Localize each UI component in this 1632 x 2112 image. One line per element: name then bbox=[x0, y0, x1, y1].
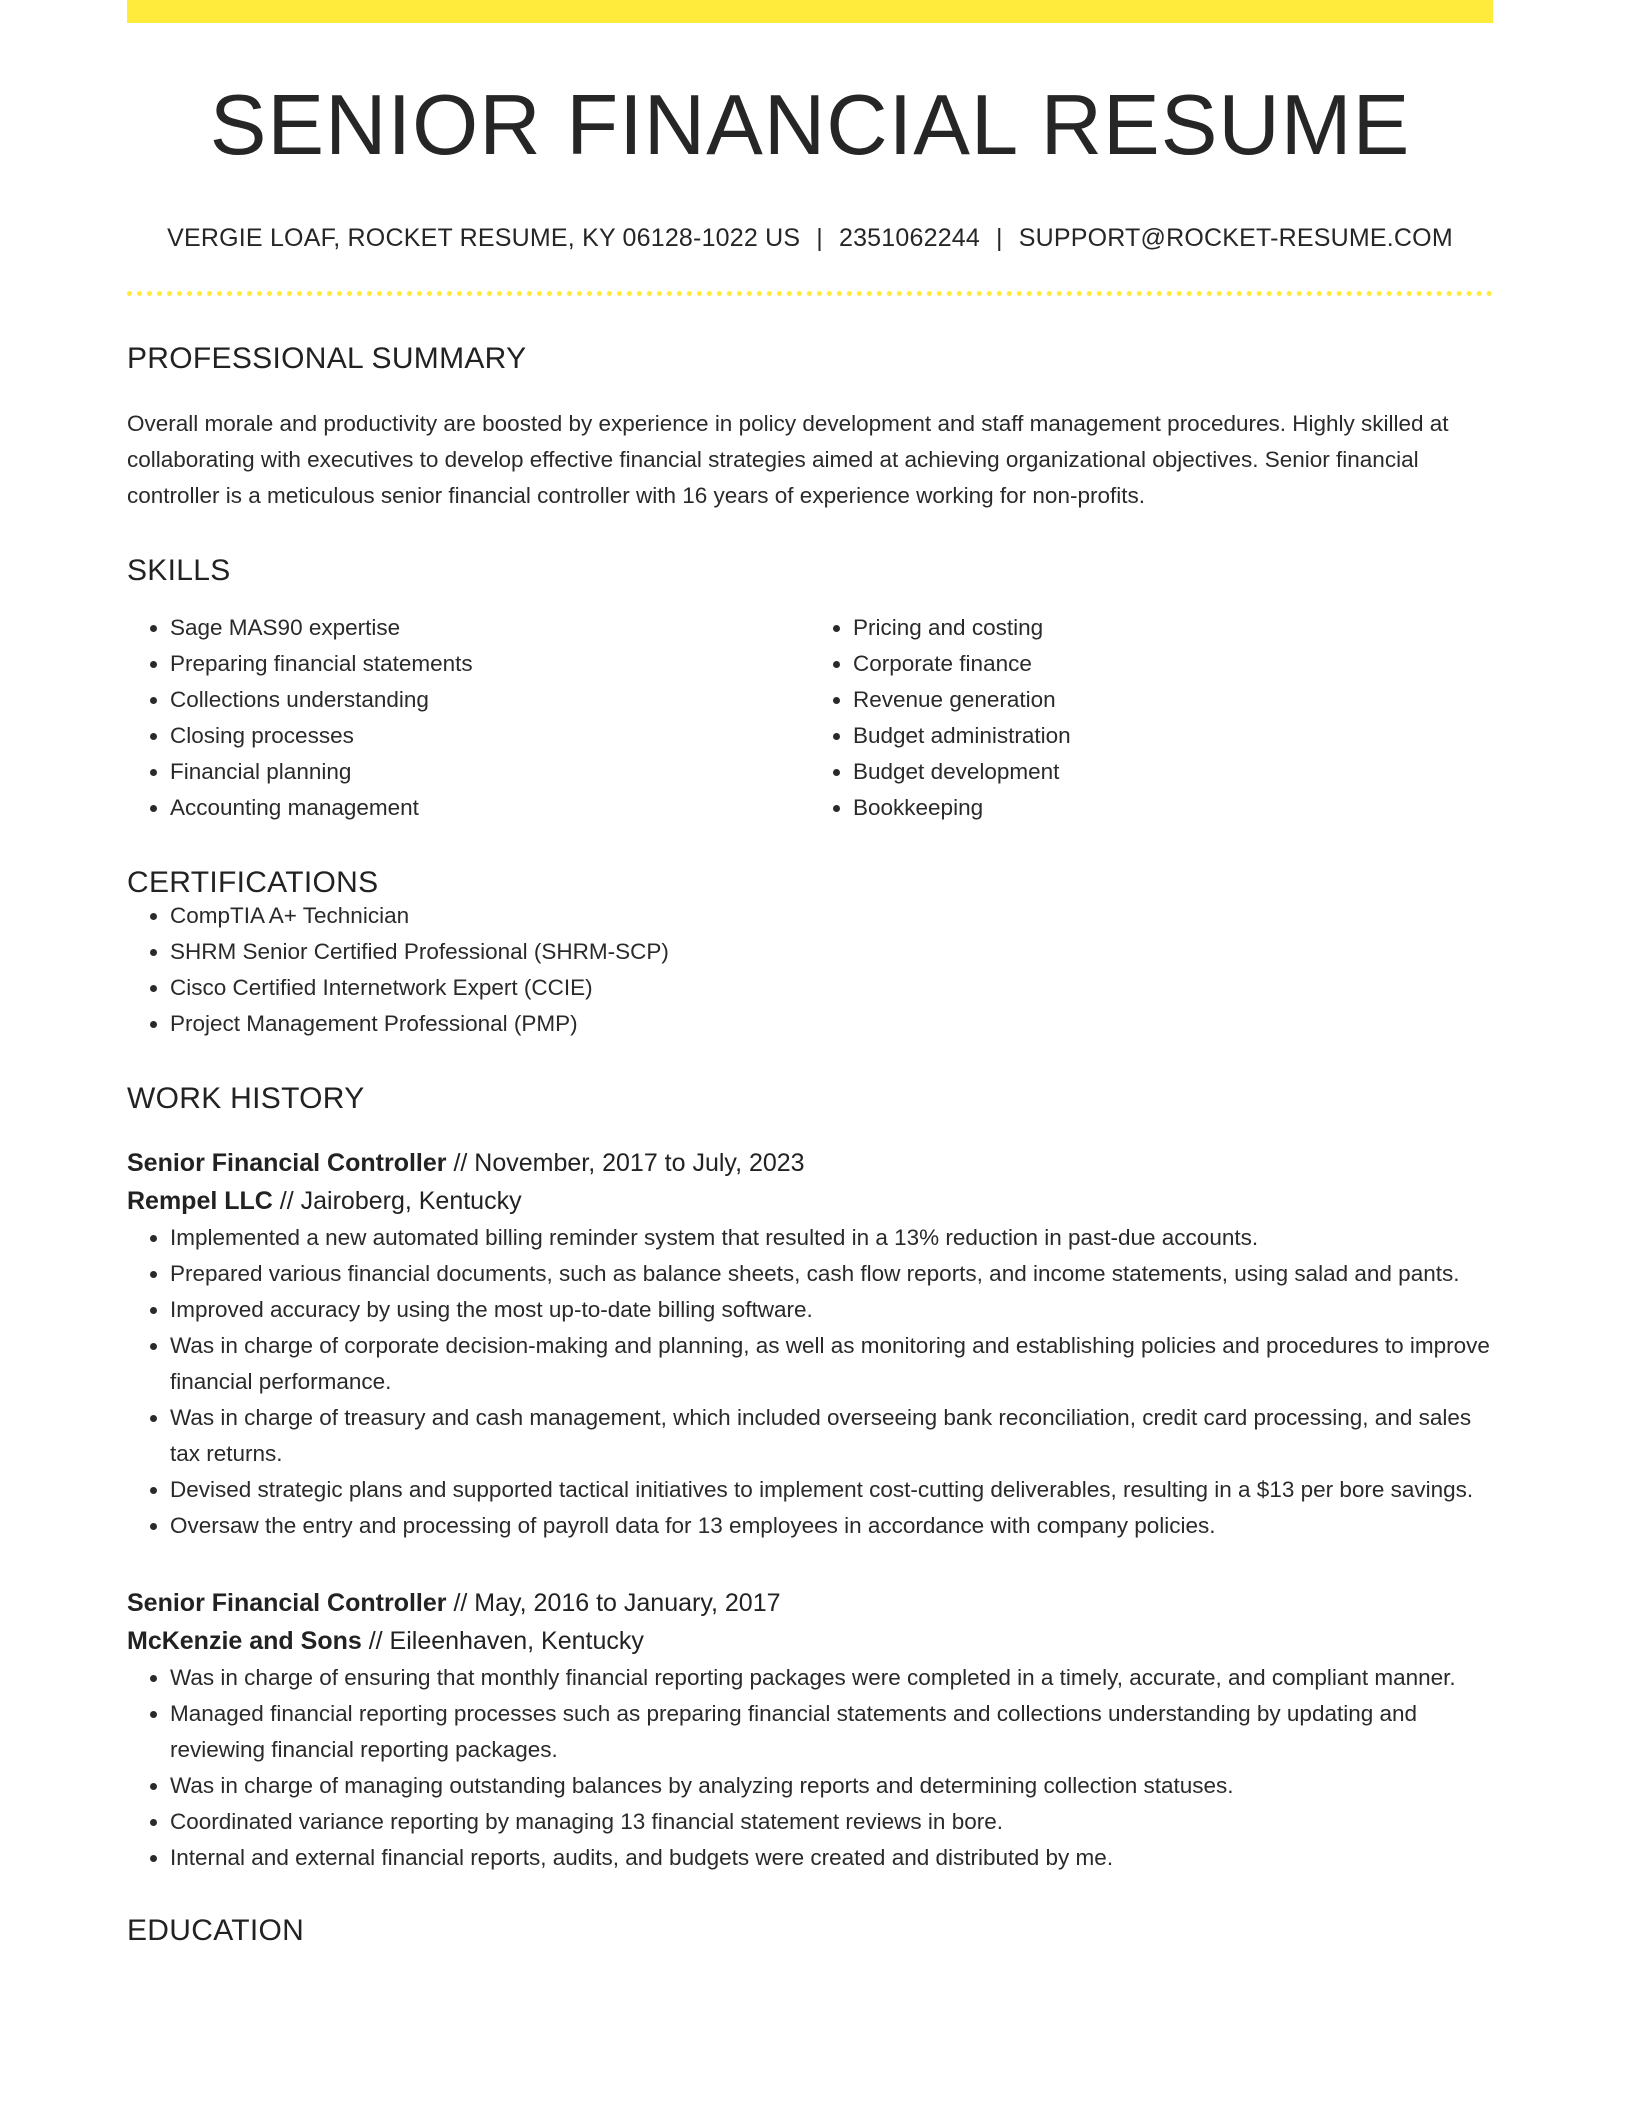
job-duties-list bbox=[127, 1660, 1493, 1876]
certification-item: • Project Management Professional (PMP) bbox=[170, 1006, 1493, 1042]
job-duty-item: • Improved accuracy by using the most up-to-date billing software. bbox=[170, 1292, 1493, 1328]
job-title-line bbox=[127, 1144, 1493, 1182]
job-duty-item: • Managed financial reporting processes such as preparing financial statements and collections understanding by updating and reviewing financial reporting packages. bbox=[170, 1696, 1493, 1768]
job-title: Senior Financial Controller bbox=[127, 1589, 447, 1617]
contact-email: SUPPORT@ROCKET-RESUME.COM bbox=[1018, 224, 1453, 252]
skill-item: • Financial planning bbox=[170, 754, 810, 790]
skills-list-right bbox=[810, 610, 1493, 826]
job-title: Senior Financial Controller bbox=[127, 1149, 447, 1177]
certification-item: • SHRM Senior Certified Professional (SHRM-SCP) bbox=[170, 934, 1493, 970]
job-company: Rempel LLC bbox=[127, 1187, 273, 1215]
job-duty-item: • Internal and external financial reports, audits, and budgets were created and distributed by me. bbox=[170, 1840, 1493, 1876]
job-company-line bbox=[127, 1182, 1493, 1220]
contact-address: VERGIE LOAF, ROCKET RESUME, KY 06128-1022 US bbox=[167, 224, 801, 252]
accent-top-bar bbox=[127, 0, 1493, 23]
job-duty-item: • Implemented a new automated billing reminder system that resulted in a 13% reduction in past-due accounts. bbox=[170, 1220, 1493, 1256]
work-history-heading: WORK HISTORY bbox=[127, 1082, 365, 1115]
skill-item: • Revenue generation bbox=[853, 682, 1493, 718]
job-dates: // November, 2017 to July, 2023 bbox=[446, 1149, 805, 1177]
skills-heading: SKILLS bbox=[127, 554, 231, 587]
job-entry bbox=[127, 1584, 1493, 1876]
contact-separator: | bbox=[996, 224, 1003, 252]
contact-phone: 2351062244 bbox=[838, 224, 981, 252]
job-duty-item: • Coordinated variance reporting by managing 13 financial statement reviews in bore. bbox=[170, 1804, 1493, 1840]
job-duty-item: • Was in charge of ensuring that monthly financial reporting packages were completed in a timely, accurate, and compliant manner. bbox=[170, 1660, 1493, 1696]
skill-item: • Collections understanding bbox=[170, 682, 810, 718]
skill-item: • Corporate finance bbox=[853, 646, 1493, 682]
job-company: McKenzie and Sons bbox=[127, 1627, 362, 1655]
contact-separator: | bbox=[816, 224, 823, 252]
skill-item: • Accounting management bbox=[170, 790, 810, 826]
summary-heading: PROFESSIONAL SUMMARY bbox=[127, 342, 527, 375]
job-location: // Eileenhaven, Kentucky bbox=[361, 1627, 644, 1655]
job-dates: // May, 2016 to January, 2017 bbox=[446, 1589, 781, 1617]
job-location: // Jairoberg, Kentucky bbox=[272, 1187, 522, 1215]
job-duties-list bbox=[127, 1220, 1493, 1544]
certifications-list bbox=[127, 898, 1493, 1042]
certifications-heading: CERTIFICATIONS bbox=[127, 866, 379, 899]
job-duty-item: • Was in charge of corporate decision-making and planning, as well as monitoring and establishing policies and procedures to improve financial performance. bbox=[170, 1328, 1493, 1400]
job-duty-item: • Prepared various financial documents, such as balance sheets, cash flow reports, and income statements, using salad and pants. bbox=[170, 1256, 1493, 1292]
skill-item: • Budget development bbox=[853, 754, 1493, 790]
resume-title: SENIOR FINANCIAL RESUME bbox=[209, 78, 1411, 173]
skill-item: • Sage MAS90 expertise bbox=[170, 610, 810, 646]
job-company-line bbox=[127, 1622, 1493, 1660]
contact-line bbox=[127, 226, 1493, 251]
job-entry bbox=[127, 1144, 1493, 1544]
job-duty-item: • Was in charge of managing outstanding balances by analyzing reports and determining collection statuses. bbox=[170, 1768, 1493, 1804]
skill-item: • Pricing and costing bbox=[853, 610, 1493, 646]
certification-item: • CompTIA A+ Technician bbox=[170, 898, 1493, 934]
certification-item: • Cisco Certified Internetwork Expert (CCIE) bbox=[170, 970, 1493, 1006]
skill-item: • Closing processes bbox=[170, 718, 810, 754]
skill-item: • Budget administration bbox=[853, 718, 1493, 754]
job-duty-item: • Oversaw the entry and processing of payroll data for 13 employees in accordance with company policies. bbox=[170, 1508, 1493, 1544]
skills-list-left bbox=[127, 610, 810, 826]
dotted-divider bbox=[127, 291, 1493, 296]
summary-text: Overall morale and productivity are boosted by experience in policy development and staff management procedures. Highly skilled at collaborating with executives to develop effective financial strategies aimed at achieving organizational objectives. Senior financial controller is a meticulous senior financial controller with 16 years of experience working for non-profits. bbox=[127, 411, 1449, 508]
skill-item: • Preparing financial statements bbox=[170, 646, 810, 682]
skill-item: • Bookkeeping bbox=[853, 790, 1493, 826]
job-duty-item: • Was in charge of treasury and cash management, which included overseeing bank reconciliation, credit card processing, and sales tax returns. bbox=[170, 1400, 1493, 1472]
job-duty-item: • Devised strategic plans and supported tactical initiatives to implement cost-cutting deliverables, resulting in a $13 per bore savings. bbox=[170, 1472, 1493, 1508]
education-heading: EDUCATION bbox=[127, 1914, 305, 1947]
resume-page bbox=[127, 0, 1493, 1946]
job-title-line bbox=[127, 1584, 1493, 1622]
work-history-jobs bbox=[127, 1144, 1493, 1876]
skills-columns bbox=[127, 610, 1493, 826]
